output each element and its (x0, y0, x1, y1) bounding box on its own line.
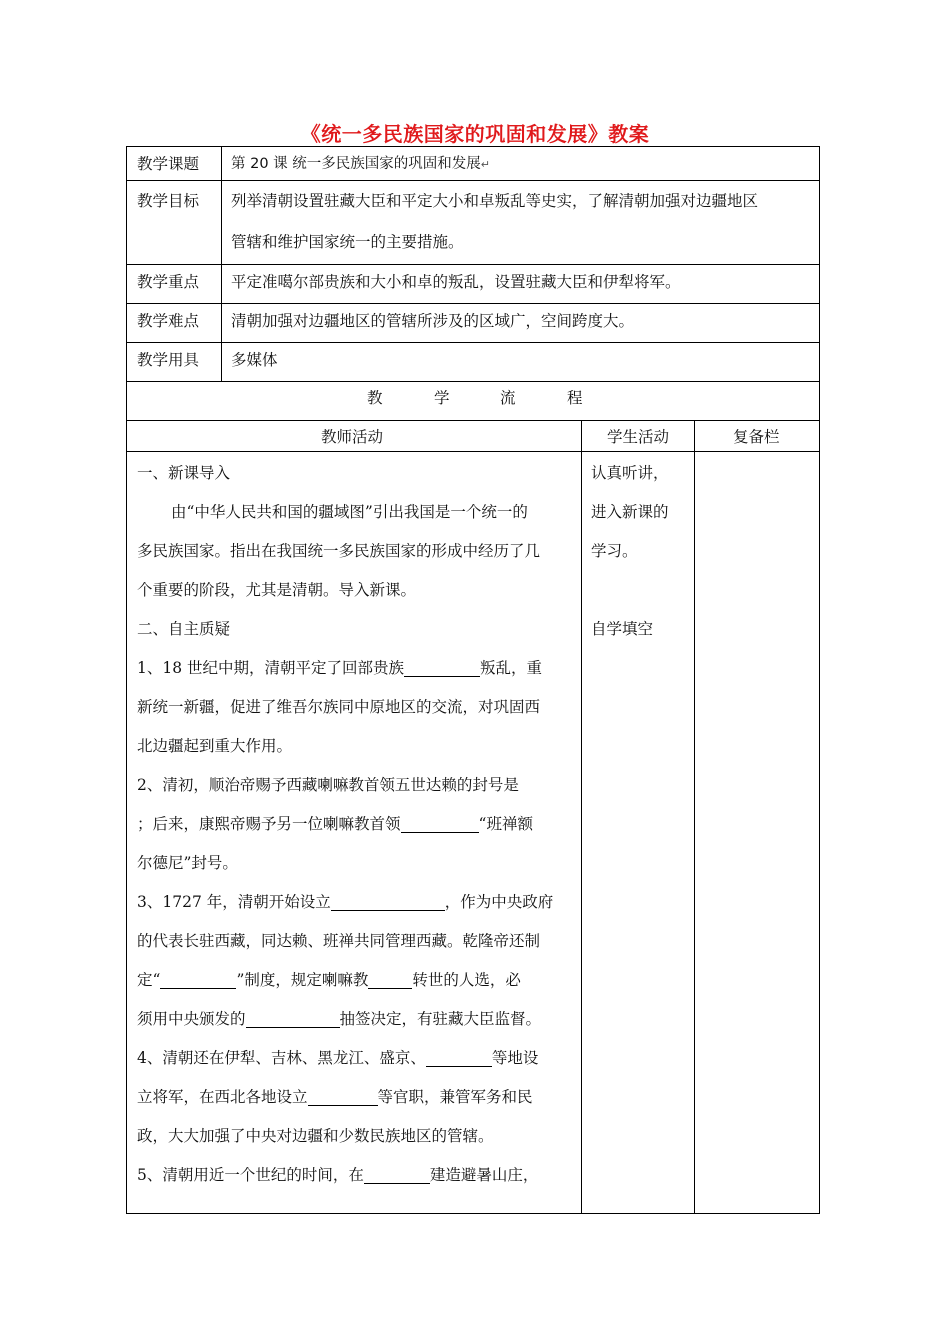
topic-value: 第 20 课 统一多民族国家的巩固和发展↵ (231, 156, 490, 172)
row-divider (127, 180, 819, 181)
objective-value: 列举清朝设置驻藏大臣和平定大小和卓叛乱等史实，了解清朝加强对边疆地区 (231, 192, 759, 210)
document-title: 《统一多民族国家的巩固和发展》教案 (300, 122, 650, 146)
objective-value-line2: 管辖和维护国家统一的主要措施。 (231, 233, 464, 251)
paragraph-line: 由“中华人民共和国的疆域图”引出我国是一个统一的 (171, 503, 528, 521)
paragraph-line: 多民族国家。指出在我国统一多民族国家的形成中经历了几 (137, 542, 541, 560)
question-1: 1、18 世纪中期，清朝平定了回部贵族 叛乱，重 (137, 659, 543, 677)
question-4: 4、清朝还在伊犁、吉林、黑龙江、盛京、 等地设 (137, 1049, 539, 1067)
section-heading: 二、自主质疑 (137, 620, 231, 638)
paragraph-line: 的代表长驻西藏，同达赖、班禅共同管理西藏。乾隆帝还制 (137, 932, 541, 950)
column-divider (221, 147, 222, 381)
row-divider (127, 381, 819, 382)
student-note-line: 学习。 (591, 542, 638, 560)
topic-label: 教学课题 (137, 155, 200, 173)
teacher-activity-content (137, 454, 577, 1195)
teacher-activity-header: 教师活动 (321, 428, 384, 446)
key-point-value: 平定准噶尔部贵族和大小和卓的叛乱，设置驻藏大臣和伊犁将军。 (231, 273, 681, 291)
paragraph-line: 定“ ”制度，规定喇嘛教 转世的人选，必 (137, 971, 521, 989)
difficulty-value: 清朝加强对边疆地区的管辖所涉及的区域广，空间跨度大。 (231, 312, 635, 330)
row-divider (127, 264, 819, 265)
question-3: 3、1727 年，清朝开始设立 ，作为中央政府 (137, 893, 554, 911)
fill-blank[interactable] (426, 1048, 492, 1067)
student-activity-header: 学生活动 (607, 428, 670, 446)
row-divider (127, 420, 819, 421)
student-activity-content (591, 454, 669, 649)
flow-heading-char: 教 (367, 389, 383, 407)
row-divider (127, 451, 819, 452)
tools-value: 多媒体 (231, 351, 278, 369)
paragraph-line: 尔德尼”封号。 (137, 854, 238, 872)
question-2: 2、清初，顺治帝赐予西藏喇嘛教首领五世达赖的封号是 (137, 776, 519, 794)
student-note-line: 自学填空 (591, 620, 654, 638)
flow-heading-char: 流 (500, 389, 516, 407)
fill-blank[interactable] (308, 1087, 378, 1106)
fill-blank[interactable] (331, 892, 445, 911)
fill-blank[interactable] (401, 814, 479, 833)
paragraph-line: 立将军，在西北各地设立 等官职，兼管军务和民 (137, 1088, 533, 1106)
paragraph-line: 个重要的阶段，尤其是清朝。导入新课。 (137, 581, 417, 599)
paragraph-line: 须用中央颁发的 抽签决定，有驻藏大臣监督。 (137, 1010, 542, 1028)
section-heading: 一、新课导入 (137, 464, 231, 482)
objective-label: 教学目标 (137, 192, 200, 210)
tools-label: 教学用具 (137, 351, 200, 369)
question-5: 5、清朝用近一个世纪的时间，在 建造避暑山庄， (137, 1166, 539, 1184)
column-divider (694, 420, 695, 1214)
student-note-line: 进入新课的 (591, 503, 669, 521)
fill-blank[interactable] (404, 658, 480, 677)
student-note-line: 认真听讲， (591, 464, 669, 482)
review-column-header: 复备栏 (733, 428, 780, 446)
paragraph-line: 新统一新疆，促进了维吾尔族同中原地区的交流，对巩固西 (137, 698, 541, 716)
fill-blank[interactable] (160, 970, 236, 989)
flow-heading-char: 程 (567, 389, 583, 407)
paragraph-line: 北边疆起到重大作用。 (137, 737, 293, 755)
difficulty-label: 教学难点 (137, 312, 200, 330)
column-divider (581, 420, 582, 1214)
key-point-label: 教学重点 (137, 273, 200, 291)
row-divider (127, 342, 819, 343)
paragraph-mark-icon: ↵ (480, 158, 490, 171)
paragraph-line: ；后来，康熙帝赐予另一位喇嘛教首领 “班禅额 (137, 815, 533, 833)
lesson-plan-table (126, 146, 820, 1214)
fill-blank[interactable] (368, 970, 412, 989)
fill-blank[interactable] (364, 1165, 430, 1184)
row-divider (127, 303, 819, 304)
paragraph-line: 政，大大加强了中央对边疆和少数民族地区的管辖。 (137, 1127, 494, 1145)
fill-blank[interactable] (246, 1009, 340, 1028)
flow-heading-char: 学 (434, 389, 450, 407)
